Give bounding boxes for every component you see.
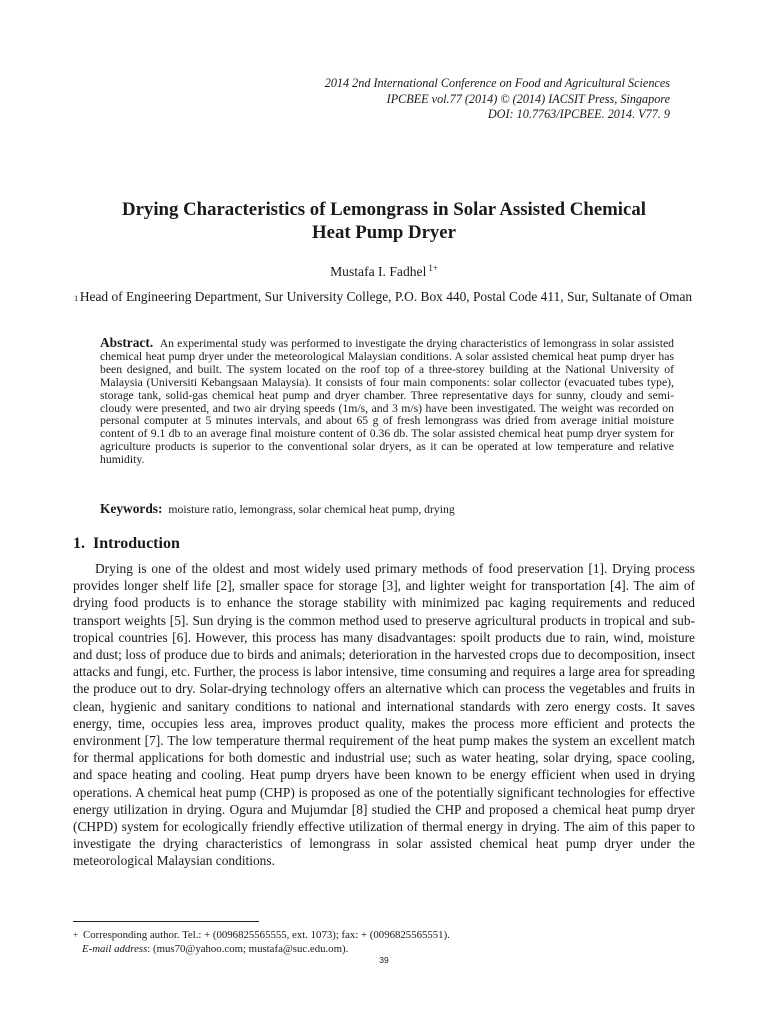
page-number: 39 [379, 955, 389, 965]
keywords [100, 501, 674, 517]
footnote-email [73, 943, 450, 957]
footnote-divider [73, 921, 259, 922]
author-name: Mustafa I. Fadhel [330, 264, 427, 279]
header-doi-line: DOI: 10.7763/IPCBEE. 2014. V77. 9 [487, 107, 670, 121]
footnote-symbol: + [73, 930, 79, 940]
email-label: E-mail address [82, 942, 148, 955]
keywords-text: moisture ratio, lemongrass, solar chemical heat pump, drying [168, 503, 455, 516]
affiliation-text: Head of Engineering Department, Sur University College, P.O. Box 440, Postal Code 411, Sur, Sultanate of Oman [79, 289, 693, 304]
introduction-paragraph: Drying is one of the oldest and most widely used primary methods of food preservation [1]. Drying process provides longer shelf life [2], smaller space for storage [3], and lighter weight for transportation [4]. The aim of drying food products is to enhance the storage stability with minimized pac kaging requirements and reduced transport weights [5]. Sun drying is the common method used to preserve agricultural products in tropical and sub-tropical countries [6]. However, this process has many disadvantages: spoilt products due to rain, wind, moisture and dust; loss of produce due to birds and animals; deterioration in the harvested crops due to decomposition, insect attacks and fungi, etc. Further, the process is labor intensive, time consuming and requires a large area for spreading the produce out to dry. Solar-drying technology offers an alternative which can process the vegetables and fruits in clean, hygienic and sanitary conditions to national and international standards with zero energy costs. It saves energy, time, occupies less area, improves product quality, makes the process more efficient and protects the environment [7]. The low temperature thermal requirement of the heat pump makes the system an excellent match for thermal applications for both domestic and industrial use; such as water heating, solar drying, space cooling, and space heating and cooling. Heat pump dryers have been known to be energy efficient when used in drying operations. A chemical heat pump (CHP) is proposed as one of the potentially significant technologies for effective energy utilization in drying. Ogura and Mujumdar [8] studied the CHP and proposed a chemical heat pump dryer (CHPD) system for ecologically friendly effective utilization of thermal energy in drying. The aim of this paper to investigate the drying characteristics of lemongrass in solar assisted chemical heat pump dryer under the meteorological Malaysian conditions. [73, 561, 695, 869]
affiliation-mark: 1 [74, 293, 79, 303]
conference-header [325, 76, 670, 123]
header-conference-line: 2014 2nd International Conference on Food and Agricultural Sciences [324, 76, 670, 90]
email-text: : (mus70@yahoo.com; mustafa@suc.edu.om). [147, 942, 349, 955]
affiliation [73, 289, 699, 305]
footnote-corresponding [73, 929, 450, 943]
section-heading [73, 535, 180, 553]
abstract-label: Abstract. [100, 335, 154, 350]
footnote-contact: Corresponding author. Tel.: + (0096825565555, ext. 1073); fax: + (0096825565551). [83, 929, 450, 941]
keywords-label: Keywords: [100, 501, 163, 516]
abstract-text: An experimental study was performed to investigate the drying characteristics of lemongrass in solar assisted chemical heat pump dryer under the meteorological Malaysian conditions. A solar assisted chemical heat pump dryer has been designed, and built. The system located on the roof top of a three-storey building at the National University of Malaysia (Universiti Kebangsaan Malaysia). It consists of four main components: solar collector (evacuated tubes type), storage tank, solid-gas chemical heat pump and dryer chamber. Three representative days for sunny, cloudy and semi-cloudy were presented, and two air drying speeds (1m/s, and 3 m/s) have been investigated. The weight was recorded on personal computer at 5 minutes intervals, and about 65 g of fresh lemongrass was dried from average initial moisture content of 9.1 db to an average final moisture content of 0.36 db. The solar assisted chemical heat pump dryer system for agriculture products is superior to the conventional solar dryers, as it can be operated at low temperature and relative humidity. [100, 337, 674, 467]
author-line [0, 263, 768, 280]
section-number: 1. [73, 535, 85, 552]
header-volume-line: IPCBEE vol.77 (2014) © (2014) IACSIT Press, Singapore [386, 91, 670, 106]
title-line-1: Drying Characteristics of Lemongrass in Solar Assisted Chemical [122, 199, 646, 220]
title-line-2: Heat Pump Dryer [312, 222, 456, 243]
abstract [100, 337, 674, 467]
footnote [73, 929, 450, 956]
section-title: Introduction [93, 535, 180, 552]
paper-title [0, 198, 768, 244]
author-mark: 1+ [428, 263, 438, 273]
